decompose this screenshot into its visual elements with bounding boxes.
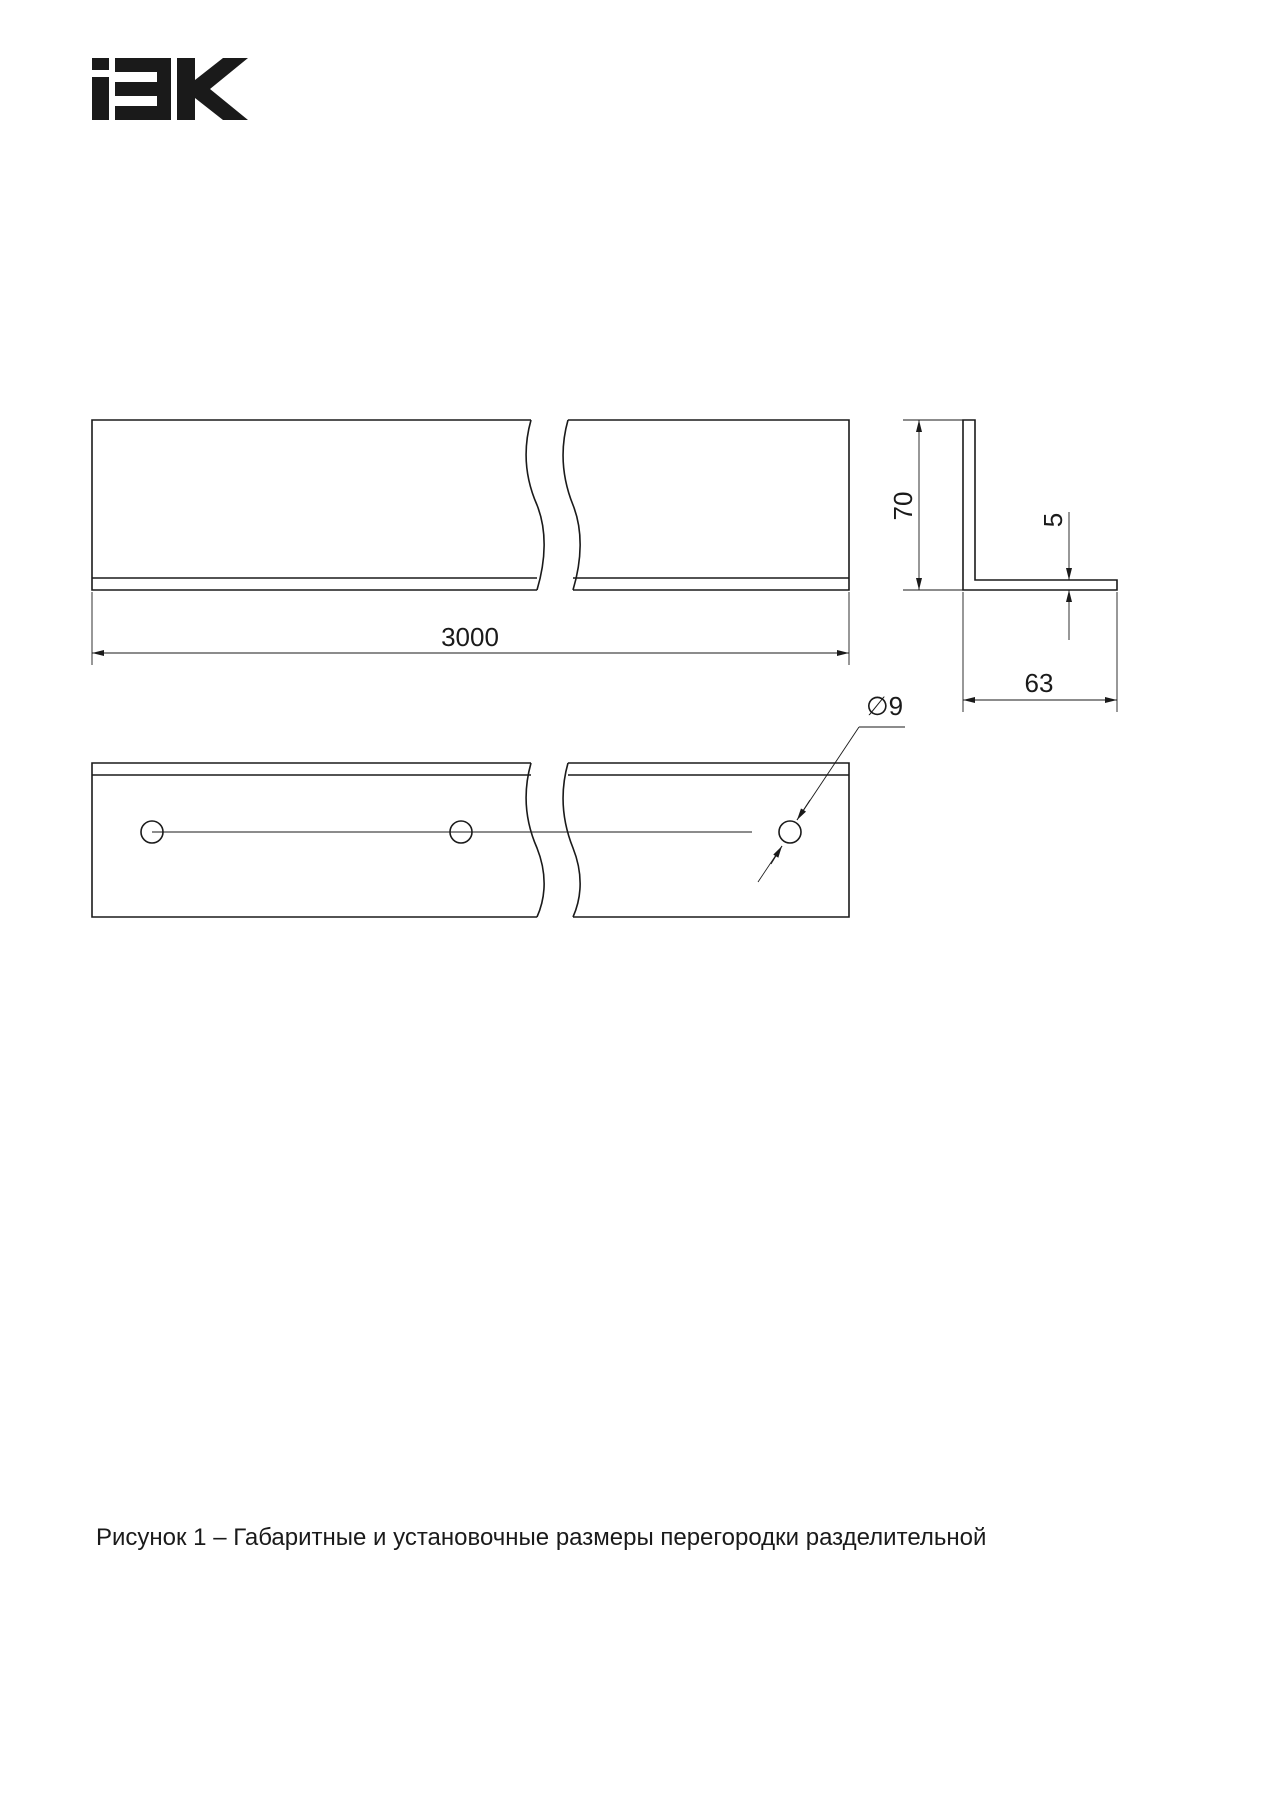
cross-section-view	[963, 420, 1117, 590]
height-dimension	[888, 420, 963, 590]
hole-diameter-dimension	[758, 691, 905, 882]
mounting-hole	[779, 821, 801, 843]
length-dimension	[92, 592, 849, 665]
height-label: 70	[888, 491, 918, 521]
width-dimension	[963, 592, 1117, 712]
hole-diameter-label: ∅9	[866, 691, 904, 721]
thickness-label: 5	[1038, 512, 1068, 528]
front-view	[92, 420, 849, 590]
length-label: 3000	[441, 622, 499, 652]
plan-view	[92, 763, 849, 917]
thickness-dimension	[1038, 512, 1117, 640]
width-label: 63	[1024, 668, 1054, 698]
figure-caption: Рисунок 1 – Габаритные и установочные размеры перегородки разделительной	[96, 1524, 987, 1551]
